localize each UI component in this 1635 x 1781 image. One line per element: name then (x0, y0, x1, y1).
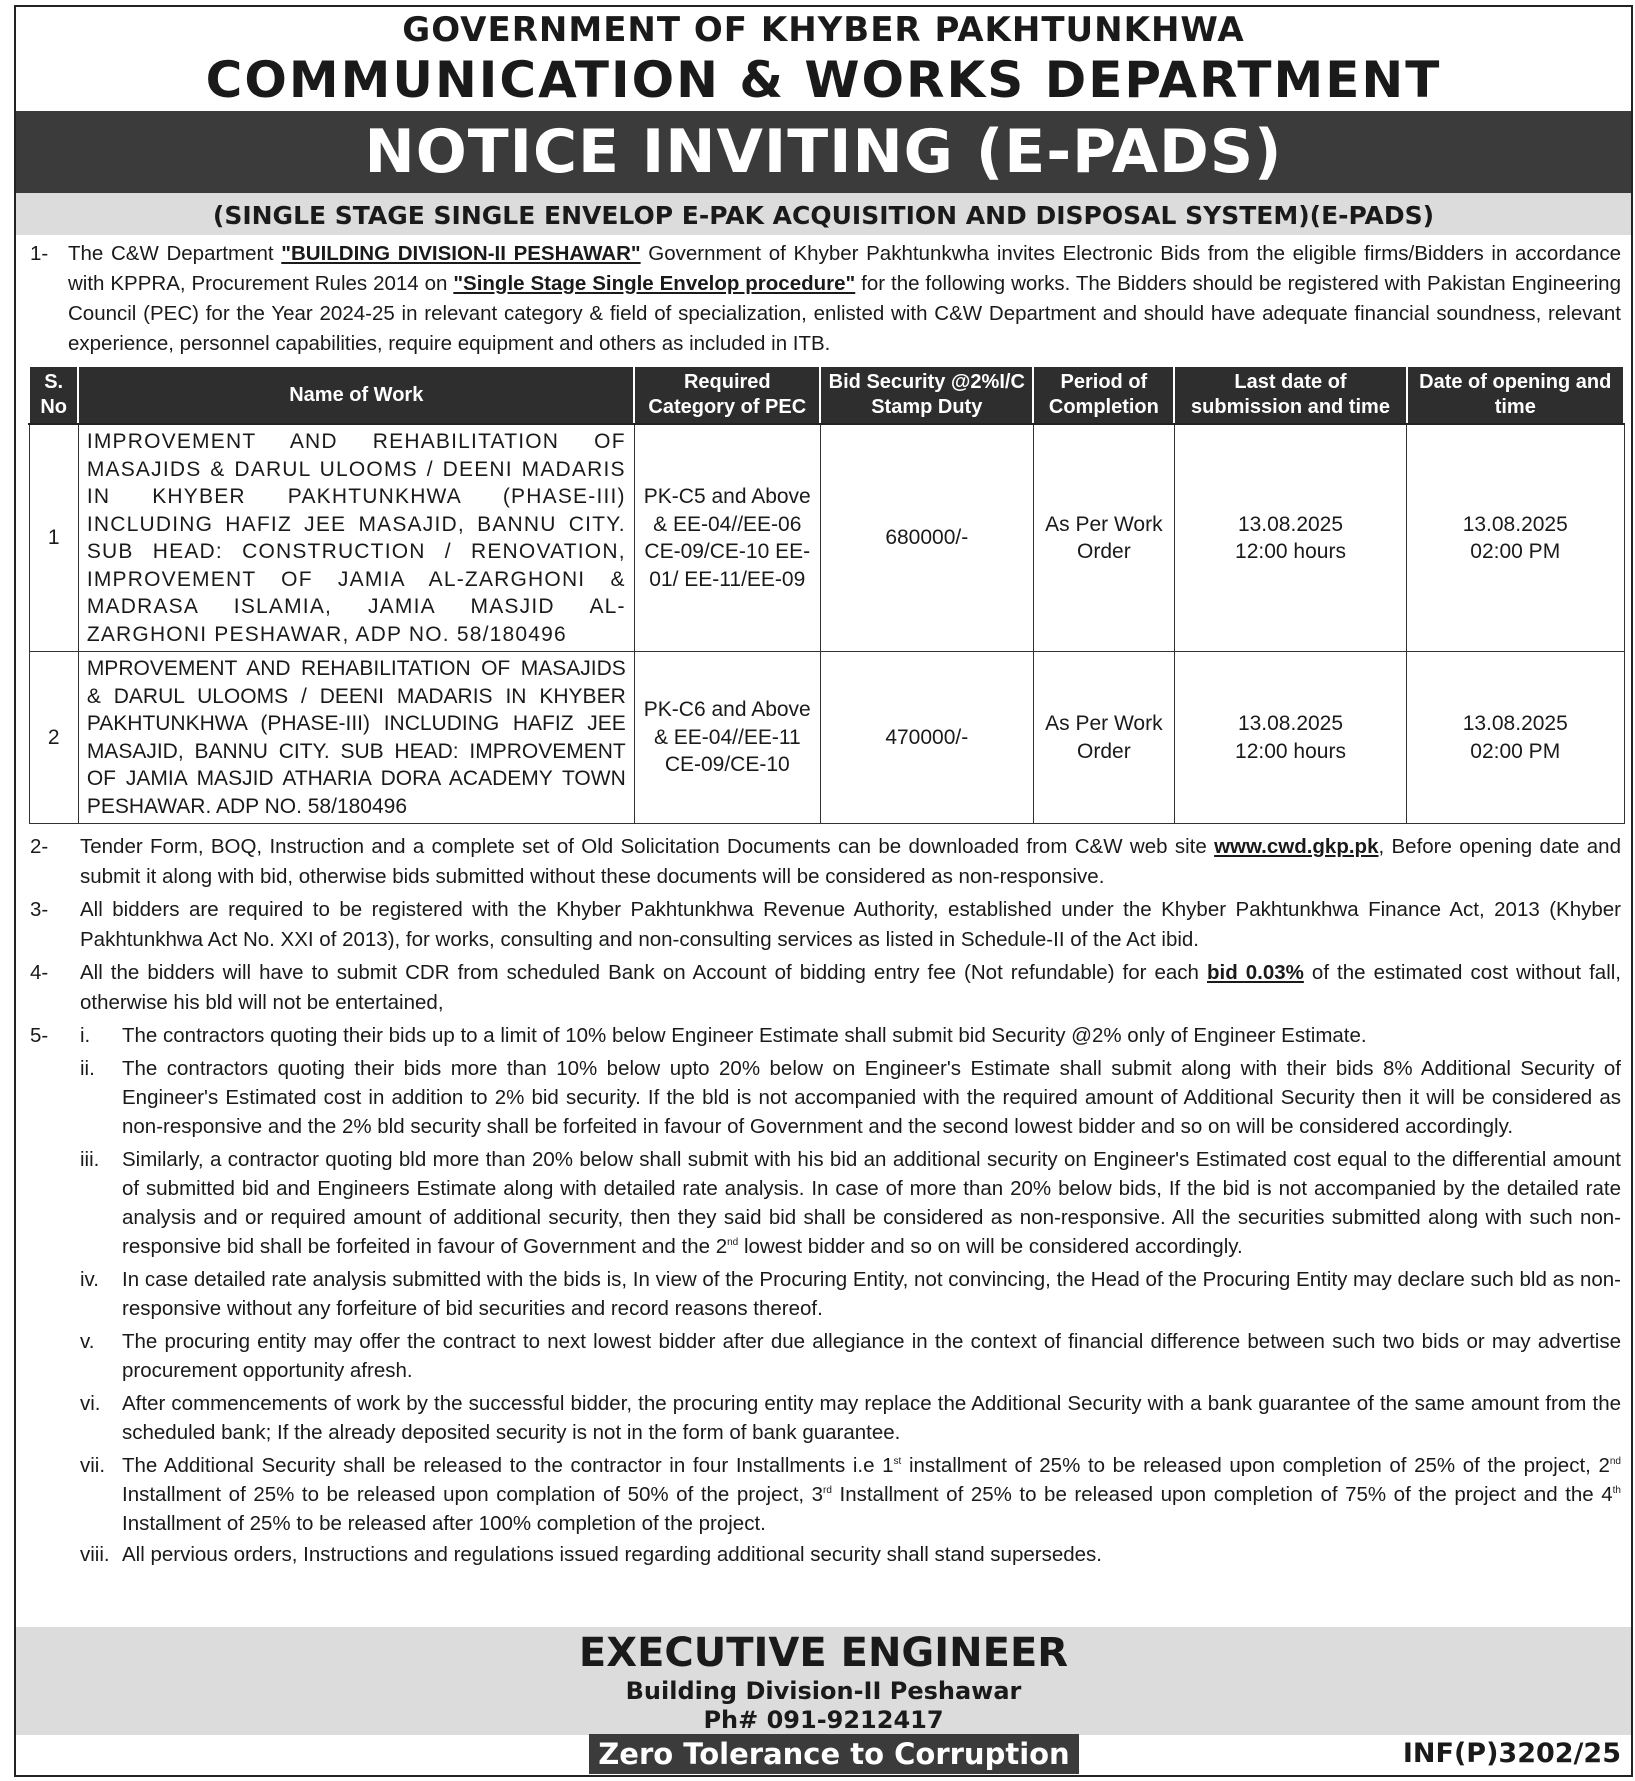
entry-fee: bid 0.03% (1206, 961, 1304, 984)
sub-item-text: installment of 25% to be released upon completion of 25% of the project, 2 (901, 1454, 1610, 1477)
paragraph-5 (16, 1021, 1631, 1569)
sub-item-text: Installment of 25% to be released upon complation of 50% of the project, 3 (122, 1483, 824, 1506)
table-row (29, 652, 1624, 824)
sub-item-number: iii. (80, 1148, 100, 1171)
header-bid-security: Bid Security @2%I/C Stamp Duty (820, 367, 1033, 424)
header-category: Required Category of PEC (634, 367, 820, 424)
ordinal-suffix: th (1612, 1485, 1621, 1496)
ordinal-suffix: st (893, 1456, 902, 1467)
header-last-date: Last date of submission and time (1174, 367, 1406, 424)
department-heading: COMMUNICATION & WORKS DEPARTMENT (205, 51, 1442, 109)
sub-item-number: i. (80, 1024, 91, 1047)
sub-item-ii (16, 1054, 1631, 1141)
executive-engineer-title: EXECUTIVE ENGINEER (578, 1630, 1069, 1676)
division-signature: Building Division-II Peshawar (625, 1677, 1022, 1705)
sub-item-text: The contractors quoting their bids up to a limit of 10% below Engineer Estimate shall submit bid Security @2% only of Engineer Estimate. (122, 1024, 1367, 1047)
cell-sno: 2 (29, 652, 78, 824)
paragraph-text: All the bidders will have to submit CDR from scheduled Bank on Account of bidding entry fee (Not refundable) for each (80, 961, 1207, 984)
sub-item-number: viii. (80, 1543, 110, 1566)
notice-title: NOTICE INVITING (E-PADS) (16, 111, 1631, 193)
paragraph-text: for the following works. The Bidders should be registered with Pakistan Engineering Council (PEC) for the Year 2024-25 in relevant category & field of specialization, enlisted with C&W Department and should have adequate financial soundness, relevant experience, personnel capabilities, require equipment and others as included in ITB. (68, 272, 1621, 355)
slogan-banner: Zero Tolerance to Corruption (589, 1734, 1079, 1774)
paragraph-2 (16, 832, 1631, 892)
sub-item-number: iv. (80, 1268, 99, 1291)
paragraph-number: 3- (30, 898, 49, 921)
works-table (28, 367, 1625, 824)
sub-item-text: Installment of 25% to be released after 100% completion of the project. (122, 1512, 766, 1535)
sub-item-text: lowest bidder and so on will be considered accordingly. (738, 1235, 1243, 1258)
cell-category: PK-C5 and Above & EE-04//EE-06 CE-09/CE-10 EE-01/ EE-11/EE-09 (634, 424, 820, 652)
sub-item-iv (16, 1265, 1631, 1323)
paragraph-text: , Before opening date and submit it along with bid, otherwise bids submitted without these documents will be considered as non-responsive. (80, 835, 1621, 888)
cell-last-date (1174, 424, 1406, 652)
paragraph-text: Government of Khyber Pakhtunkwha invites Electronic Bids from the eligible firms/Bidders in accordance with KPPRA, Procurement Rules 2014 on (68, 242, 1622, 295)
sub-item-text: The Additional Security shall be released to the contractor in four Installments i.e 1 (122, 1454, 894, 1477)
opening-time: 02:00 PM (1470, 739, 1561, 763)
cell-period: As Per Work Order (1033, 424, 1174, 652)
table-header-row (29, 367, 1624, 424)
sub-item-vi (16, 1389, 1631, 1447)
sub-item-text: Similarly, a contractor quoting bld more than 20% below shall submit with his bid an additional security on Engineer's Estimated cost equal to the differential amount of submitted bid and Engineers Estimate along with detailed rate analysis. In case of more than 20% below bids, If the bid is not accompanied by the detailed rate analysis and or required amount of additional security, then they said bid shall be considered as non-responsive. All the securities submitted along with such non-responsive bid shall be forfeited in favour of Government and the 2 (122, 1148, 1621, 1258)
table-row (29, 424, 1624, 652)
sub-item-iii (16, 1145, 1631, 1261)
header-name-of-work: Name of Work (78, 367, 634, 424)
opening-date: 13.08.2025 (1462, 512, 1568, 536)
sub-item-text: All pervious orders, Instructions and regulations issued regarding additional security shall stand supersedes. (122, 1543, 1102, 1566)
website-link[interactable]: www.cwd.gkp.pk (1214, 835, 1379, 858)
paragraph-4 (16, 958, 1631, 1018)
ordinal-suffix: nd (1609, 1456, 1621, 1467)
government-heading: GOVERNMENT OF KHYBER PAKHTUNKHWA (402, 10, 1245, 50)
procedure-name: "Single Stage Single Envelop procedure" (453, 272, 856, 295)
last-date: 13.08.2025 (1237, 712, 1344, 735)
paragraph-3 (16, 895, 1631, 955)
cell-category: PK-C6 and Above & EE-04//EE-11 CE-09/CE-10 (634, 652, 820, 824)
paragraph-text: All bidders are required to be registered with the Khyber Pakhtunkhwa Revenue Authority, established under the Khyber Pakhtunkhwa Finance Act, 2013 (Khyber Pakhtunkhwa Act No. XXI of 2013), for works, consulting and non-consulting services as listed in Schedule-II of the Act ibid. (80, 898, 1621, 951)
paragraph-text: The C&W Department (68, 242, 282, 265)
division-name: "BUILDING DIVISION-II PESHAWAR" (281, 242, 641, 265)
sub-item-text: The contractors quoting their bids more than 10% below upto 20% below on Engineer's Estimate shall submit along with their bids 8% Additional Security of Engineer's Estimated cost in addition to 2% bid security. If the bld is not accompanied with the required amount of Additional Security then it will be considered as non-responsive and the 2% bld security shall be forfeited in favour of Government and the second lowest bidder and so on will be considered accordingly. (122, 1057, 1621, 1138)
cell-bid-security: 470000/- (820, 652, 1033, 824)
paragraph-number: 1- (30, 242, 49, 265)
paragraph-1 (16, 239, 1631, 359)
last-time: 12:00 hours (1235, 739, 1346, 763)
header-period: Period of Completion (1033, 367, 1174, 424)
header-sno: S. No (29, 367, 78, 424)
ordinal-suffix: rd (823, 1485, 832, 1496)
paragraph-text: Tender Form, BOQ, Instruction and a complete set of Old Solicitation Documents can be downloaded from C&W web site (80, 835, 1215, 858)
cell-name-of-work: MPROVEMENT AND REHABILITATION OF MASAJIDS & DARUL ULOOMS / DEENI MADARIS IN KHYBER PAKHTUNKHWA (PHASE-III) INCLUDING HAFIZ JEE MASAJID, BANNU CITY. SUB HEAD: IMPROVEMENT OF JAMIA MASJID ATHARIA DORA ACADEMY TOWN PESHAWAR. ADP NO. 58/180496 (78, 652, 634, 824)
sub-item-viii (16, 1540, 1631, 1569)
cell-last-date (1174, 652, 1406, 824)
reference-number: INF(P)3202/25 (1402, 1738, 1621, 1769)
paragraph-text: of the estimated cost without fall, otherwise his bld will not be entertained, (80, 961, 1621, 1014)
notice-subtitle: (SINGLE STAGE SINGLE ENVELOP E-PAK ACQUISITION AND DISPOSAL SYSTEM)(E-PADS) (16, 193, 1631, 235)
cell-opening-date (1407, 652, 1625, 824)
last-time: 12:00 hours (1235, 540, 1346, 563)
sub-item-number: v. (80, 1330, 95, 1353)
sub-item-number: vii. (80, 1454, 106, 1477)
cell-sno: 1 (29, 424, 78, 652)
sub-item-text: Installment of 25% to be released upon completion of 75% of the project and the 4 (831, 1483, 1613, 1506)
sub-item-text: After commencements of work by the successful bidder, the procuring entity may replace the Additional Security with a bank guarantee of the same amount from the scheduled bank; If the already deposited security is not in the form of bank guarantee. (122, 1392, 1621, 1444)
paragraph-number: 5- (30, 1024, 49, 1047)
opening-time: 02:00 PM (1470, 540, 1561, 563)
opening-date: 13.08.2025 (1462, 712, 1568, 735)
cell-name-of-work: IMPROVEMENT AND REHABILITATION OF MASAJIDS & DARUL ULOOMS / DEENI MADARIS IN KHYBER PAKHTUNKHWA (PHASE-III) INCLUDING HAFIZ JEE MASAJID, BANNU CITY. SUB HEAD: CONSTRUCTION / RENOVATION, IMPROVEMENT OF JAMIA AL-ZARGHONI & MADRASA ISLAMIA, JAMIA MASJID AL-ZARGHONI PESHAWAR, ADP NO. 58/180496 (78, 424, 634, 652)
ordinal-suffix: nd (727, 1237, 739, 1248)
last-date: 13.08.2025 (1237, 512, 1344, 536)
sub-item-text: The procuring entity may offer the contract to next lowest bidder after due allegiance in the context of financial difference between such two bids or may advertise procurement opportunity afresh. (122, 1330, 1621, 1382)
paragraph-number: 4- (30, 961, 49, 984)
cell-opening-date (1407, 424, 1625, 652)
sub-item-number: vi. (80, 1392, 101, 1415)
header-opening-date: Date of opening and time (1407, 367, 1625, 424)
phone-number: Ph# 091-9212417 (703, 1706, 944, 1734)
sub-item-number: ii. (80, 1057, 95, 1080)
paragraph-number: 2- (30, 835, 49, 858)
sub-item-v (16, 1327, 1631, 1385)
sub-item-vii (16, 1451, 1631, 1538)
notice-page (14, 5, 1633, 1777)
sub-item-text: In case detailed rate analysis submitted with the bids is, In view of the Procuring Entity, not convincing, the Head of the Procuring Entity may declare such bld as non-responsive without any forfeiture of bid securities and record reasons thereof. (122, 1268, 1621, 1320)
sub-item-i (16, 1021, 1631, 1050)
cell-period: As Per Work Order (1033, 652, 1174, 824)
cell-bid-security: 680000/- (820, 424, 1033, 652)
